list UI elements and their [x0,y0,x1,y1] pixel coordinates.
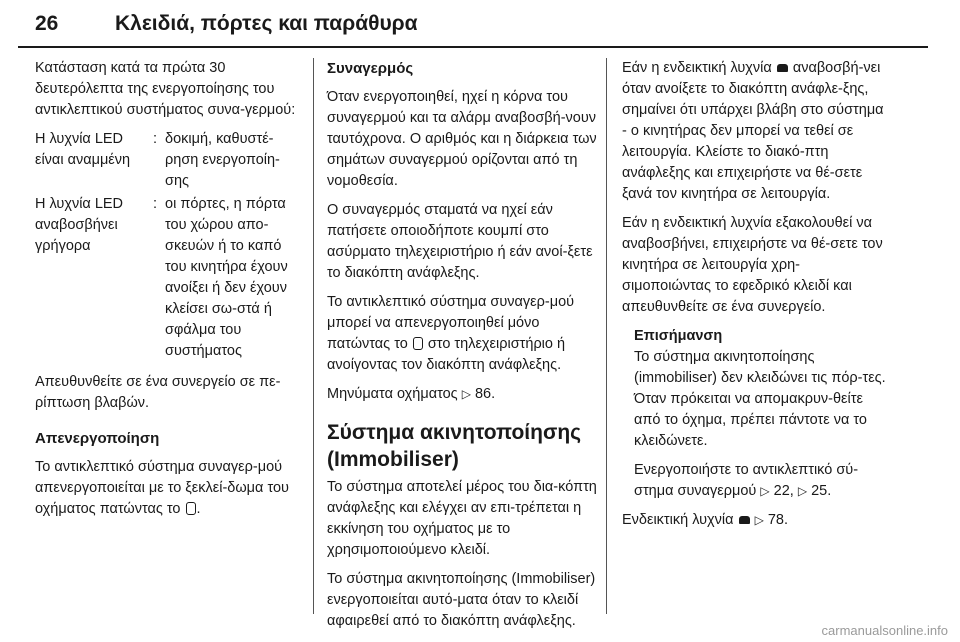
column-3 [622,58,887,539]
alarm-text-b: στο τηλεχειριστήριο ή ανοίγοντας τον διακόπτη ανάφλεξης. [327,336,566,373]
unlock-button-icon [413,337,423,350]
header-rule [18,46,928,48]
alarm-paragraph-1: Όταν ενεργοποιηθεί, ηχεί η κόρνα του συναγερμού και τα αλάρμ αναβοσβή-νουν ταυτόχρονα. Ο αριθμός και η διάρκεια των σημάτων συναγερμού ορίζονται από τη νομοθεσία. [327,89,597,189]
immobiliser-lamp-icon [777,64,788,72]
vehicle-messages-page[interactable]: 86 [474,386,492,402]
page-header [35,6,925,46]
lamp-paragraph-2: Εάν η ενδεικτική λυχνία εξακολουθεί να αναβοσβήνει, επιχειρήστε να θέ-σετε τον κινητήρα σε λειτουργία χρη-σιμοποιώντας το εφεδρικό κλειδί και απευθυνθείτε σε ένα συνεργείο. [622,215,883,315]
vehicle-messages-text: Μηνύματα οχήματος [327,386,458,402]
status-row [35,129,303,192]
note-paragraph-1: Το σύστημα ακινητοποίησης (immobiliser) δεν κλειδώνει τις πόρ-τες. Όταν πρόκειται να απομακρυν-θείτε από το όχημα, πρέπει πάντοτε να το κλειδώνετε. [634,349,886,449]
alarm-paragraph-2: Ο συναγερμός σταματά να ηχεί εάν πατήσετε οποιοδήποτε κουμπί στο ασύρματο τηλεχειριστήριο ή εάν ανοί-ξετε το διακόπτη ανάφλεξης. [327,202,593,281]
page-ref-arrow-icon: ▷ [461,387,471,401]
indicator-lamp-text: Ενδεικτική λυχνία [622,512,734,528]
immobiliser-paragraph-1: Το σύστημα αποτελεί μέρος του δια-κόπτη ανάφλεξης και ελέγχει αν επι-τρέπεται η εκκίνηση του οχήματος με το χρησιμοποιούμενο κλειδί. [327,479,597,558]
status-row [35,194,303,362]
column-divider [313,58,314,614]
indicator-lamp-ref: Ενδεικτική λυχνία ▷ 78. [622,512,789,528]
note-paragraph-2: Ενεργοποιήστε το αντικλεπτικό σύ-στημα συναγερμού ▷ 22, ▷ 25. [634,462,859,499]
page-title: Κλειδιά, πόρτες και παράθυρα [115,12,418,35]
lamp-text-b: αναβοσβή-νει όταν ανοίξετε το διακόπτη ανάφλε-ξης, σημαίνει ότι υπάρχει βλάβη στο σύστημα - ο κινητήρας δεν μπορεί να τεθεί σε λειτουργία. Κλείστε το διακό-πτη ανάφλεξης και επιχειρήστε να θέ-σετε ξανά τον κινητήρα σε λειτουργία. [622,60,884,202]
unlock-button-icon [186,502,196,515]
alarm-text-a: Το αντικλεπτικό σύστημα συναγερ-μού μπορεί να απενεργοποιηθεί μόνο πατώντας το [327,294,575,352]
note-text: Ενεργοποιήστε το αντικλεπτικό σύ-στημα συναγερμού [634,462,859,499]
page-number: 26 [35,12,59,35]
column-2 [327,58,597,640]
page-ref-arrow-icon: ▷ [760,484,770,498]
deactivation-text: Το αντικλεπτικό σύστημα συναγερ-μού απενεργοποιείται με το ξεκλεί-δωμα του οχήματος πατώντας το [35,459,289,517]
status-meaning: οι πόρτες, η πόρτα του χώρου απο-σκευών ή το καπό του κινητήρα έχουν ανοίξει ή δεν έχουν κλείσει σω-στά ή σφάλμα του συστήματος [165,196,288,359]
status-led: Η λυχνία LED είναι αναμμένη [35,131,131,168]
page-ref-arrow-icon: ▷ [754,513,764,527]
status-sep: : [153,131,158,147]
status-meaning: δοκιμή, καθυστέ-ρηση ενεργοποίη-σης [165,131,280,189]
immobiliser-lamp-icon [739,516,750,524]
immobiliser-heading: Σύστημα ακινητοποίησης (Immobiliser) [327,421,582,471]
note-box [622,326,887,502]
indicator-lamp-page[interactable]: 78 [767,512,784,528]
deactivation-paragraph [35,457,303,520]
lamp-text-a: Εάν η ενδεικτική λυχνία [622,60,772,76]
column-1 [35,58,303,528]
note-page-ref-2[interactable]: 25 [811,483,828,499]
watermark: carmanualsonline.info [821,623,948,638]
page-ref-arrow-icon: ▷ [797,484,808,498]
alarm-heading: Συναγερμός [327,60,414,77]
deactivation-end: . [196,501,201,517]
intro-paragraph: Κατάσταση κατά τα πρώτα 30 δευτερόλεπτα της ενεργοποίησης του αντικλεπτικού συστήματος συνα-γερμού: [35,60,296,118]
immobiliser-paragraph-2: Το σύστημα ακινητοποίησης (Immobiliser) ενεργοποιείται αυτό-ματα όταν το κλειδί αφαιρεθεί από το διακόπτη ανάφλεξης. [327,571,596,629]
lamp-paragraph-1 [622,58,887,205]
column-divider [606,58,607,614]
contact-paragraph: Απευθυνθείτε σε ένα συνεργείο σε πε-ρίπτωση βλαβών. [35,374,281,411]
status-led: Η λυχνία LED αναβοσβήνει γρήγορα [35,196,124,254]
alarm-paragraph-3 [327,292,597,376]
vehicle-messages-ref: Μηνύματα οχήματος ▷ 86. [327,386,496,402]
deactivation-heading: Απενεργοποίηση [35,430,160,447]
note-title: Επισήμανση [634,328,723,344]
status-sep: : [153,196,158,212]
note-page-ref-1[interactable]: 22 [773,483,790,499]
